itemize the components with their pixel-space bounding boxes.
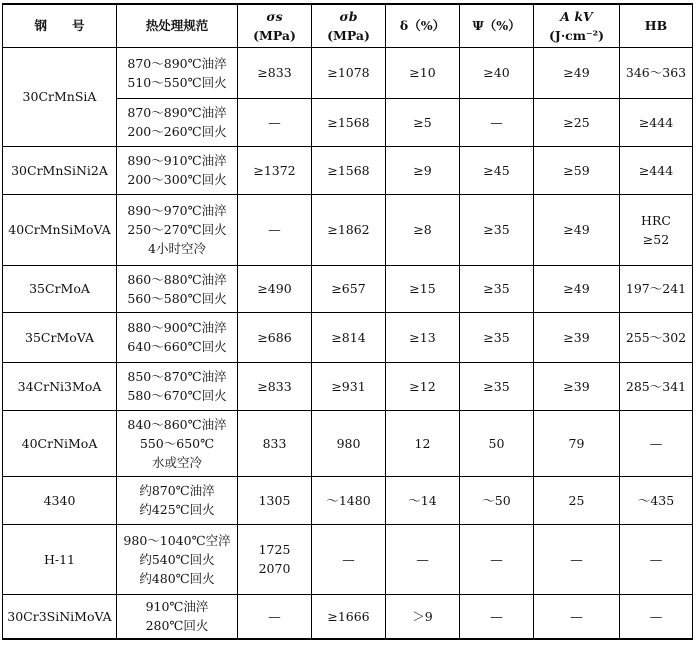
yield-strength-cell: 1725 2070	[238, 524, 312, 594]
impact-energy-cell: —	[534, 594, 620, 639]
hardness-cell: ≥444	[620, 98, 693, 146]
tensile-strength-cell: ≥931	[312, 362, 386, 410]
header-impact-energy-symbol: A kV	[560, 8, 593, 24]
hardness-cell: —	[620, 594, 693, 639]
hardness-cell: 346～363	[620, 47, 693, 98]
tensile-strength-cell: ≥1078	[312, 47, 386, 98]
reduction-of-area-cell: ～50	[460, 476, 534, 524]
impact-energy-cell: 79	[534, 410, 620, 476]
elongation-cell: ≥8	[386, 194, 460, 265]
steel-grade-cell: 30Cr3SiNiMoVA	[3, 594, 117, 639]
heat-treatment-cell: 890～970℃油淬 250～270℃回火 4小时空冷	[117, 194, 238, 265]
table-row	[3, 47, 693, 98]
tensile-strength-cell: ≥1568	[312, 146, 386, 194]
impact-energy-cell: 25	[534, 476, 620, 524]
header-elongation: δ（%）	[386, 4, 460, 47]
hardness-cell: HRC ≥52	[620, 194, 693, 265]
tensile-strength-cell: ≥1568	[312, 98, 386, 146]
reduction-of-area-cell: ≥45	[460, 146, 534, 194]
elongation-cell: ≥5	[386, 98, 460, 146]
heat-treatment-cell: 约870℃油淬 约425℃回火	[117, 476, 238, 524]
reduction-of-area-cell: —	[460, 524, 534, 594]
steel-grade-cell: 30CrMnSiNi2A	[3, 146, 117, 194]
impact-energy-cell: ≥39	[534, 312, 620, 362]
heat-treatment-cell: 910℃油淬 280℃回火	[117, 594, 238, 639]
reduction-of-area-cell: ≥35	[460, 362, 534, 410]
hardness-cell: ～435	[620, 476, 693, 524]
header-impact-energy	[534, 4, 620, 47]
table-row	[3, 362, 693, 410]
steel-properties-table	[2, 3, 693, 640]
tensile-strength-cell: ≥1666	[312, 594, 386, 639]
steel-grade-cell: 40CrNiMoA	[3, 410, 117, 476]
header-heat-treatment: 热处理规范	[117, 4, 238, 47]
elongation-cell: ≥10	[386, 47, 460, 98]
elongation-cell: 12	[386, 410, 460, 476]
hardness-cell: —	[620, 410, 693, 476]
steel-grade-cell: H-11	[3, 524, 117, 594]
header-tensile-strength	[312, 4, 386, 47]
heat-treatment-cell: 980～1040℃空淬 约540℃回火 约480℃回火	[117, 524, 238, 594]
hardness-cell: 197～241	[620, 265, 693, 312]
impact-energy-cell: ≥49	[534, 265, 620, 312]
reduction-of-area-cell: ≥35	[460, 265, 534, 312]
elongation-cell: —	[386, 524, 460, 594]
reduction-of-area-cell: —	[460, 98, 534, 146]
heat-treatment-cell: 850～870℃油淬 580～670℃回火	[117, 362, 238, 410]
reduction-of-area-cell: —	[460, 594, 534, 639]
header-impact-energy-unit: (J·cm⁻²)	[548, 27, 604, 43]
table-row	[3, 265, 693, 312]
hardness-cell: 285～341	[620, 362, 693, 410]
header-steel-grade: 钢 号	[3, 4, 117, 47]
yield-strength-cell: ≥1372	[238, 146, 312, 194]
header-hardness: HB	[620, 4, 693, 47]
header-yield-strength-symbol: σs	[266, 8, 283, 24]
table-row	[3, 194, 693, 265]
yield-strength-cell: —	[238, 594, 312, 639]
steel-grade-cell: 4340	[3, 476, 117, 524]
hardness-cell: ≥444	[620, 146, 693, 194]
header-tensile-strength-symbol: σb	[339, 8, 358, 24]
heat-treatment-cell: 860～880℃油淬 560～580℃回火	[117, 265, 238, 312]
elongation-cell: ≥12	[386, 362, 460, 410]
yield-strength-cell: 1305	[238, 476, 312, 524]
tensile-strength-cell: ≥657	[312, 265, 386, 312]
table-row	[3, 312, 693, 362]
steel-grade-cell: 30CrMnSiA	[3, 47, 117, 146]
tensile-strength-cell: ≥814	[312, 312, 386, 362]
heat-treatment-cell: 880～900℃油淬 640～660℃回火	[117, 312, 238, 362]
table-row	[3, 410, 693, 476]
elongation-cell: ～14	[386, 476, 460, 524]
tensile-strength-cell: 980	[312, 410, 386, 476]
tensile-strength-cell: ≥1862	[312, 194, 386, 265]
yield-strength-cell: —	[238, 98, 312, 146]
heat-treatment-cell: 870～890℃油淬 510～550℃回火	[117, 47, 238, 98]
impact-energy-cell: ≥39	[534, 362, 620, 410]
reduction-of-area-cell: 50	[460, 410, 534, 476]
steel-grade-cell: 40CrMnSiMoVA	[3, 194, 117, 265]
impact-energy-cell: —	[534, 524, 620, 594]
header-yield-strength-unit: (MPa)	[253, 27, 296, 43]
elongation-cell: ≥15	[386, 265, 460, 312]
reduction-of-area-cell: ≥35	[460, 312, 534, 362]
elongation-cell: ≥13	[386, 312, 460, 362]
tensile-strength-cell: ～1480	[312, 476, 386, 524]
yield-strength-cell: ≥686	[238, 312, 312, 362]
heat-treatment-cell: 890～910℃油淬 200～300℃回火	[117, 146, 238, 194]
header-yield-strength	[238, 4, 312, 47]
steel-grade-cell: 35CrMoVA	[3, 312, 117, 362]
reduction-of-area-cell: ≥40	[460, 47, 534, 98]
table-row	[3, 524, 693, 594]
yield-strength-cell: ≥833	[238, 47, 312, 98]
heat-treatment-cell: 870～890℃油淬 200～260℃回火	[117, 98, 238, 146]
impact-energy-cell: ≥49	[534, 47, 620, 98]
hardness-cell: —	[620, 524, 693, 594]
steel-grade-cell: 35CrMoA	[3, 265, 117, 312]
steel-grade-cell: 34CrNi3MoA	[3, 362, 117, 410]
yield-strength-cell: ≥490	[238, 265, 312, 312]
impact-energy-cell: ≥59	[534, 146, 620, 194]
header-tensile-strength-unit: (MPa)	[327, 27, 370, 43]
heat-treatment-cell: 840～860℃油淬 550～650℃ 水或空冷	[117, 410, 238, 476]
table-row	[3, 476, 693, 524]
reduction-of-area-cell: ≥35	[460, 194, 534, 265]
tensile-strength-cell: —	[312, 524, 386, 594]
header-row	[3, 4, 693, 47]
yield-strength-cell: —	[238, 194, 312, 265]
header-reduction-of-area: Ψ（%）	[460, 4, 534, 47]
table-row	[3, 146, 693, 194]
elongation-cell: ≥9	[386, 146, 460, 194]
impact-energy-cell: ≥49	[534, 194, 620, 265]
elongation-cell: ＞9	[386, 594, 460, 639]
yield-strength-cell: 833	[238, 410, 312, 476]
yield-strength-cell: ≥833	[238, 362, 312, 410]
table-row	[3, 594, 693, 639]
impact-energy-cell: ≥25	[534, 98, 620, 146]
hardness-cell: 255～302	[620, 312, 693, 362]
